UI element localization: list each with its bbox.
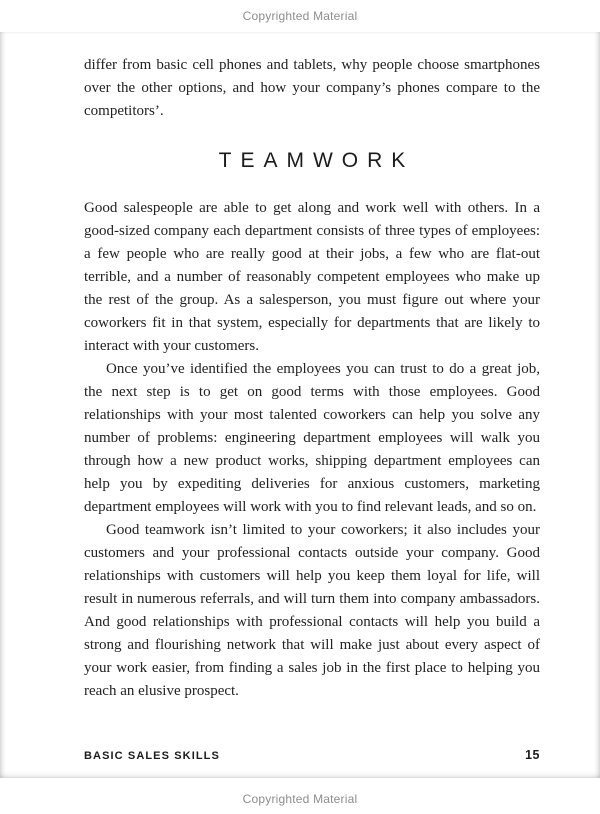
section-heading: TEAMWORK — [218, 149, 415, 172]
page-sheet — [0, 32, 600, 778]
body-paragraph: Once you’ve identified the employees you can trust to do a great job, the next step is to get on good terms with those employees. Good relationships with your most talented coworkers can help you solve any number of problems: engineering department employees will walk you through how a new product works, shipping department employees can help you by expediting deliveries for anxious customers, marketing department employees will work with you to find relevant leads, and so on. — [84, 361, 540, 515]
copyright-watermark-top: Copyrighted Material — [242, 9, 358, 23]
body-paragraph: Good salespeople are able to get along and work well with others. In a good-sized company each department consists of three types of employees: a few people who are really good at their jobs, a few who are flat-out terrible, and a number of reasonably competent employees who make up the rest of the group. As a salesperson, you must figure out where your coworkers fit in that system, especially for departments that are likely to interact with your customers. — [84, 200, 540, 354]
page-content — [84, 54, 540, 703]
continuation-paragraph: differ from basic cell phones and tablets, why people choose smartphones over the other options, and how your company’s phones compare to the competitors’. — [84, 57, 540, 119]
running-footer-title: BASIC SALES SKILLS — [84, 750, 220, 762]
page-number: 15 — [525, 748, 540, 762]
copyright-watermark-bottom: Copyrighted Material — [242, 792, 358, 806]
body-paragraph: Good teamwork isn’t limited to your coworkers; it also includes your customers and your professional contacts outside your company. Good relationships with customers will help you keep them loyal for life, will result in numerous referrals, and will turn them into company ambassadors. And good relationships with professional contacts will help you build a strong and flourishing network that will make just about every aspect of your work easier, from finding a sales job in the first place to helping you reach an elusive prospect. — [84, 522, 540, 699]
page-footer — [84, 748, 540, 762]
